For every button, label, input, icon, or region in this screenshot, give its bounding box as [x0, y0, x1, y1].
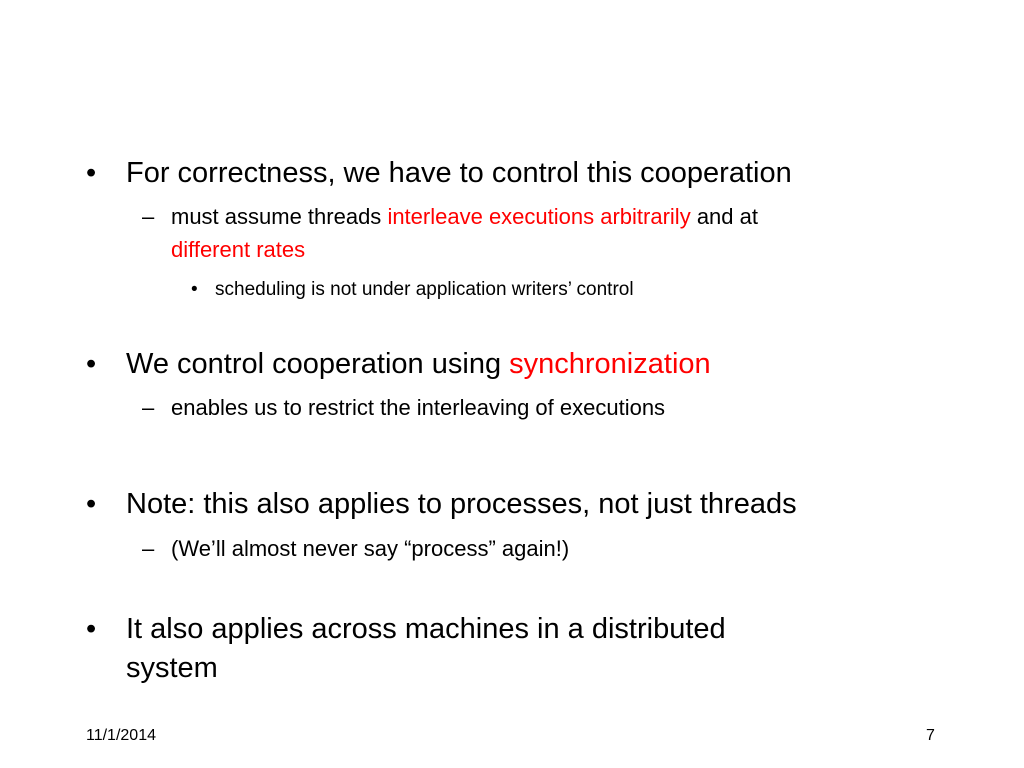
footer-date: 11/1/2014 — [86, 727, 156, 744]
bullet-mark: • — [86, 348, 97, 380]
dash-mark: – — [142, 204, 155, 229]
emphasis-text: synchronization — [509, 348, 711, 380]
bullet-mark: • — [86, 488, 97, 520]
emphasis-text: interleave executions arbitrarily — [387, 204, 691, 229]
bullet-1-sub-1-line-2: different rates — [171, 237, 306, 262]
bullet-mark: • — [191, 279, 198, 300]
dash-mark: – — [142, 395, 155, 420]
dash-mark: – — [142, 536, 155, 561]
sub-text: and at — [690, 204, 758, 229]
sub-text: must assume threads — [171, 204, 388, 229]
bullet-text: We control cooperation using — [126, 348, 510, 380]
bullet-3-sub-1: (We’ll almost never say “process” again!) — [171, 536, 570, 561]
bullet-4-line-1: It also applies across machines in a distributed — [126, 613, 726, 645]
bullet-3-text: Note: this also applies to processes, not just threads — [126, 488, 797, 520]
bullet-2-sub-1: enables us to restrict the interleaving of executions — [171, 395, 666, 420]
bullet-1-sub-1-sub-1: scheduling is not under application writers’ control — [215, 279, 634, 300]
bullet-2-text — [126, 347, 711, 381]
bullet-1-sub-1-line-1 — [171, 203, 758, 231]
page-number: 7 — [926, 727, 935, 744]
bullet-mark: • — [86, 613, 97, 645]
bullet-4-line-2: system — [126, 652, 218, 684]
bullet-1-text: For correctness, we have to control this cooperation — [126, 157, 792, 189]
bullet-mark: • — [86, 157, 97, 189]
